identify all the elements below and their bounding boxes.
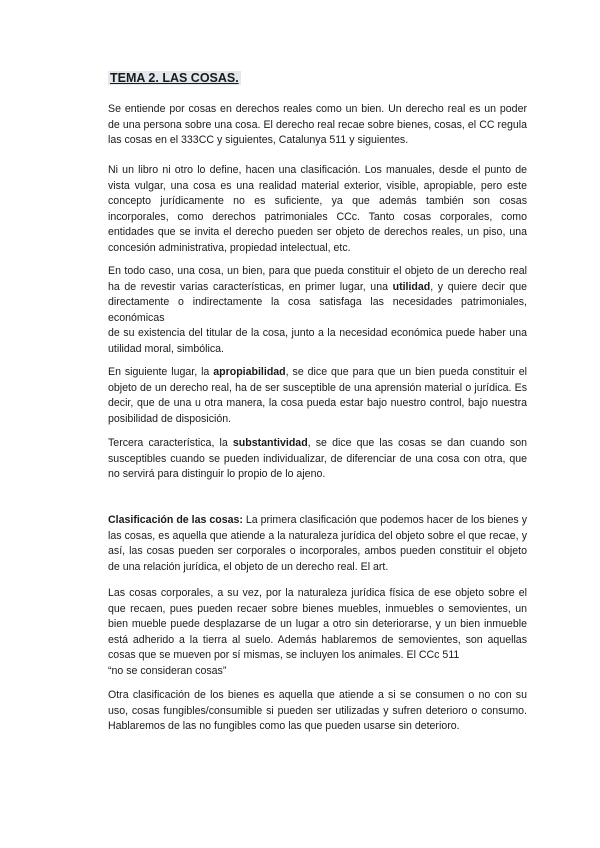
paragraph-text: Las cosas corporales, a su vez, por la naturaleza jurídica física de ese objeto sobre el que recaen, pues pueden recaer sobre bienes muebles, inmuebles o semovientes, un bien mueble puede desplazarse de un lugar a otro sin deteriorarse, y un bien inmueble está adherido a la tierra al suelo. Además hablaremos de semovientes, son aquellas cosas que se mueven por sí mismas, se incluyen los animales. El CCc 511: [108, 587, 527, 662]
paragraph-text: , se dice que para que un bien pueda constituir el objeto de un derecho real, ha de ser susceptible de una aprensión material o jurídica. Es decir, que de una u otra manera, la cosa pueda estar bajo nuestro control, bajo nuestra posibilidad de disposición.: [108, 366, 527, 425]
paragraph-utilidad: [108, 264, 527, 358]
paragraph-fungibles: [108, 688, 527, 735]
paragraph-intro: [108, 102, 527, 149]
term-substantividad: substantividad: [232, 437, 308, 449]
paragraph-text: La primera clasificación que podemos hacer de los bienes y las cosas, es aquella que atiende a la naturaleza jurídica del objeto sobre el que recae, y así, las cosas pueden ser corporales o incorporales, ambos pueden constituir el objeto de una relación jurídica, el objeto de un derecho real. El art.: [108, 514, 527, 573]
section-heading-clasificacion: Clasificación de las cosas:: [108, 514, 243, 526]
paragraph-clasificacion: [108, 513, 527, 575]
term-utilidad: utilidad: [392, 280, 431, 293]
paragraph-text: , y quiere decir que directamente o indirectamente la cosa satisfaga las necesidades patrimoniales, económicas: [108, 280, 527, 324]
page-title: TEMA 2. LAS COSAS.: [110, 71, 239, 85]
paragraph-text: Ni un libro ni otro lo define, hacen una clasificación. Los manuales, desde el punto de vista vulgar, una cosa es una realidad material exterior, visible, apropiable, pero este concepto jurídicamente no es suficiente, ya que además también son cosas incorporales, como derechos patrimoniales CCc. Tanto cosas corporales, como entidades que se invita el derecho pueden ser objeto de derechos reales, un piso, una concesión administrativa, propiedad intelectual, etc.: [108, 164, 527, 254]
paragraph-text: Se entiende por cosas en derechos reales como un bien. Un derecho real es un poder de una persona sobre una cosa. El derecho real recae sobre bienes, cosas, el CC regula las cosas en el 333CC y siguientes, Catalunya 511 y siguientes.: [108, 103, 527, 147]
paragraph-text-line: de su existencia del titular de la cosa, junto a la necesidad económica puede haber una utilidad moral, simbólica.: [108, 327, 527, 355]
paragraph-substantividad: [108, 436, 527, 483]
paragraph-definition: [108, 163, 527, 257]
paragraph-apropiabilidad: [108, 365, 527, 427]
paragraph-text: En todo caso, una cosa, un bien, para que pueda constituir el objeto de un derecho real ha de revestir varias características, en primer lugar, una: [108, 265, 527, 293]
paragraph-text-line: “no se consideran cosas”: [108, 664, 227, 677]
paragraph-text: En siguiente lugar, la: [108, 366, 214, 378]
paragraph-text: , se dice que las cosas se dan cuando son susceptibles cuando se pueden individualizar, de diferenciar de una cosa con otra, que no servirá para distinguir lo propio de lo ajeno.: [108, 437, 527, 481]
term-apropiabilidad: apropiabilidad: [213, 366, 286, 378]
paragraph-corporales: [108, 586, 527, 680]
paragraph-text: Otra clasificación de los bienes es aquella que atiende a si se consumen o no con su uso, cosas fungibles/consumible si pueden ser utilizadas y sufren deterioro o consumo. Hablaremos de las no fungibles como las que pueden usarse sin deterioro.: [108, 689, 527, 733]
paragraph-text: Tercera característica, la: [108, 437, 233, 449]
